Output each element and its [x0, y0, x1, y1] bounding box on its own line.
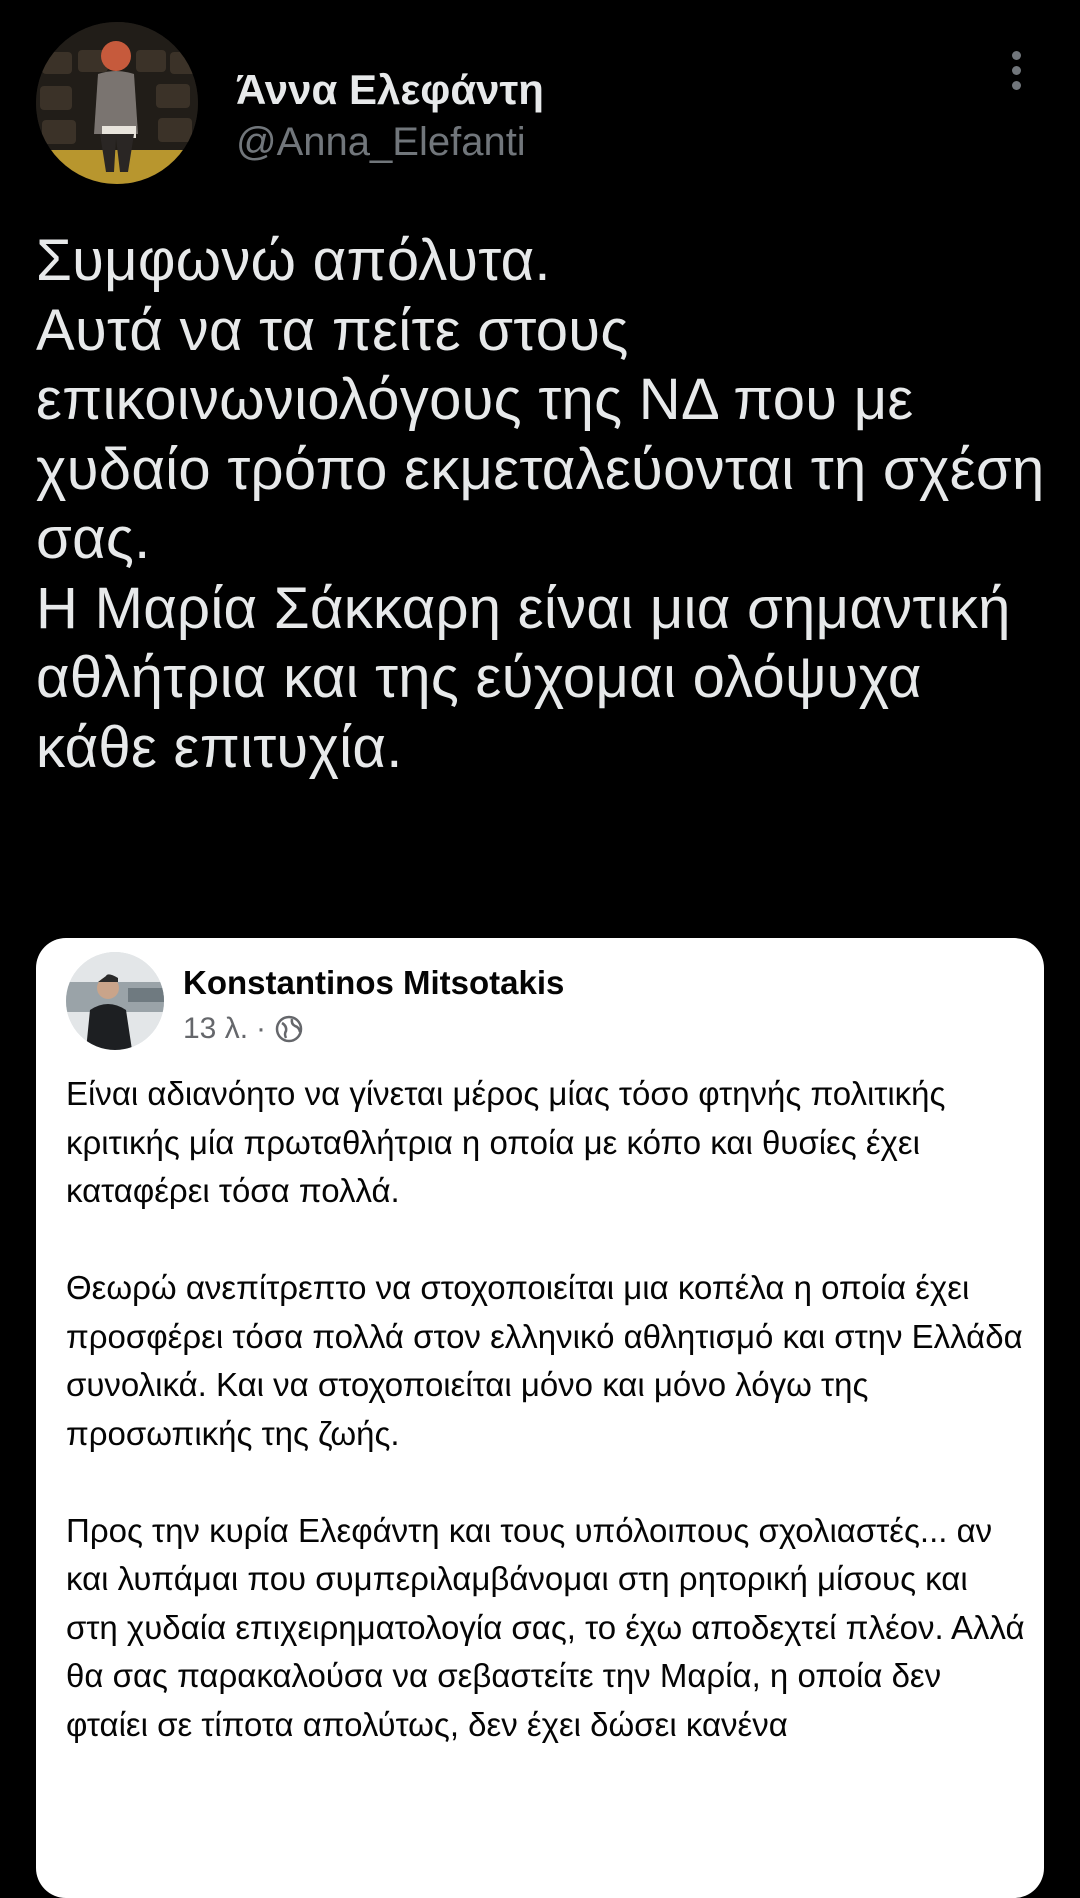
author-handle[interactable]: @Anna_Elefanti: [236, 120, 526, 164]
fb-post-time[interactable]: 13 λ.: [183, 1012, 249, 1045]
facebook-post-screenshot[interactable]: [36, 938, 1044, 1898]
more-vertical-icon[interactable]: [996, 46, 1036, 106]
fb-author-name[interactable]: Konstantinos Mitsotakis: [183, 964, 565, 1001]
tweet-header: [36, 20, 1044, 190]
author-name[interactable]: Άννα Ελεφάντη: [236, 66, 544, 113]
fb-author-avatar: [66, 952, 164, 1050]
fb-paragraph: Προς την κυρία Ελεφάντη και τους υπόλοιπους σχολιαστές... αν και λυπάμαι που συμπεριλαμβάνομαι στη ρητορική μίσους και στη χυδαία επιχειρηματολογία σας, το έχω αποδεχτεί πλέον. Αλλά θα σας παρακαλούσα να σεβαστείτε την Μαρία, η οποία δεν φταίει σε τίποτα απολύτως, δεν έχει δώσει κανένα: [66, 1511, 1025, 1743]
fb-post-meta: [183, 1012, 304, 1046]
author-avatar[interactable]: [36, 22, 198, 184]
fb-post-body: [66, 1070, 1026, 1798]
fb-paragraph: Θεωρώ ανεπίτρεπτο να στοχοποιείται μια κοπέλα η οποία έχει προσφέρει τόσα πολλά στον ελληνικό αθλητισμό και στην Ελλάδα συνολικά. Και να στοχοποιείται μόνο και μόνο λόγω της προσωπικής της ζωής.: [66, 1269, 1023, 1452]
fb-paragraph: Είναι αδιανόητο να γίνεται μέρος μίας τόσο φτηνής πολιτικής κριτικής μία πρωταθλήτρια η οποία με κόπο και θυσίες έχει καταφέρει τόσα πολλά.: [66, 1075, 946, 1209]
tweet-text: Συμφωνώ απόλυτα. Αυτά να τα πείτε στους επικοινωνιολόγους της ΝΔ που με χυδαίο τρόπο εκμεταλεύονται τη σχέση σας. Η Μαρία Σάκκαρη είναι μια σημαντική αθλήτρια και της εύχομαι ολόψυχα κάθε επιτυχία.: [36, 228, 1045, 780]
fb-meta-separator: ·: [256, 1012, 267, 1045]
globe-icon: [274, 1014, 304, 1044]
